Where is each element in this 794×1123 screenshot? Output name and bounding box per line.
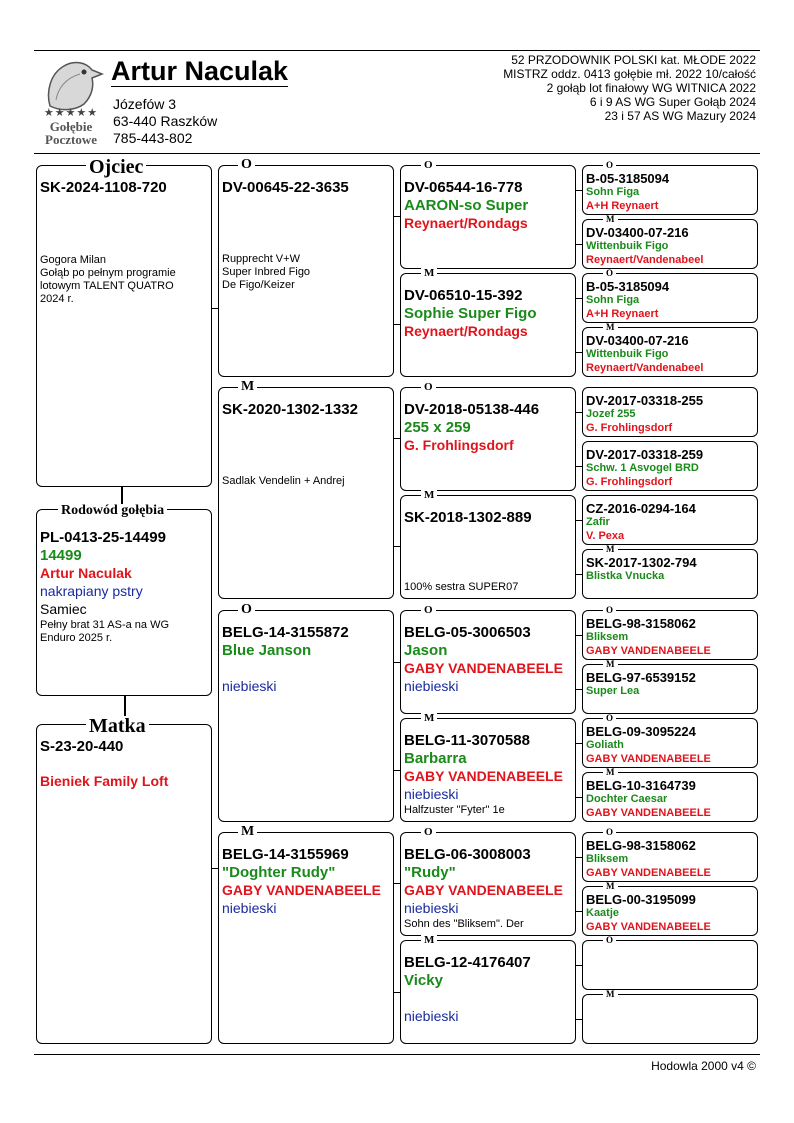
- pedigree-name: Dochter Caesar: [586, 793, 668, 805]
- sire-tag: O: [603, 161, 616, 170]
- subject-card: [36, 509, 212, 696]
- pedigree-breeder: GABY VANDENABEELE: [222, 882, 381, 898]
- pedigree-ring: BELG-09-3095224: [586, 724, 696, 739]
- pedigree-ring: DV-03400-07-216: [586, 225, 689, 240]
- ancestor-card-gen4: [582, 165, 758, 215]
- pedigree-ring: DV-2017-03318-259: [586, 447, 704, 462]
- breeder-name: Artur Naculak: [111, 56, 289, 86]
- sire-tag: O: [603, 714, 616, 723]
- pedigree-ring: BELG-12-4176407: [404, 954, 531, 971]
- pedigree-breeder: GABY VANDENABEELE: [586, 921, 711, 933]
- pedigree-ring: DV-06544-16-778: [404, 179, 523, 196]
- pedigree-breeder: G. Frohlingsdorf: [586, 476, 673, 488]
- pedigree-name: Barbarra: [404, 750, 467, 767]
- logo-text-line2: Pocztowe: [45, 132, 97, 147]
- pedigree-ring: DV-2018-05138-446: [404, 401, 540, 418]
- dam-tag: M: [421, 490, 437, 501]
- pedigree-name: Kaatje: [586, 907, 620, 919]
- father-ring: SK-2024-1108-720: [40, 179, 167, 196]
- pedigree-color: niebieski: [404, 786, 459, 802]
- dam-tag: M: [603, 660, 618, 669]
- achievement-line: 52 PRZODOWNIK POLSKI kat. MŁODE 2022: [511, 53, 756, 67]
- pedigree-breeder: Reynaert/Vandenabeel: [586, 362, 704, 374]
- pedigree-ring: BELG-11-3070588: [404, 732, 530, 749]
- father-note-line: Gołąb po pełnym programie: [40, 267, 176, 279]
- mother-label: Matka: [86, 716, 149, 736]
- ancestor-card-gen3: [400, 387, 576, 491]
- dam-tag: M: [421, 713, 437, 724]
- ancestor-card-gen4: [582, 441, 758, 491]
- ancestor-card-gen3: [400, 832, 576, 936]
- pedigree-color: niebieski: [222, 900, 277, 916]
- sire-tag: O: [603, 269, 616, 278]
- sire-tag: O: [421, 160, 436, 171]
- father-note-line: 2024 r.: [40, 293, 74, 305]
- ancestor-card-gen4: [582, 664, 758, 714]
- achievement-line: MISTRZ oddz. 0413 gołębie mł. 2022 10/całość: [503, 67, 756, 81]
- ancestor-card-gen4: [582, 610, 758, 660]
- pedigree-breeder: Reynaert/Vandenabeel: [586, 254, 704, 266]
- mother-breeder: Bieniek Family Loft: [40, 773, 169, 789]
- subject-label: Rodowód gołębia: [58, 504, 167, 518]
- pedigree-note-line: Rupprecht V+W: [222, 253, 300, 265]
- pedigree-ring: DV-2017-03318-255: [586, 393, 704, 408]
- pedigree-breeder: GABY VANDENABEELE: [404, 660, 563, 676]
- dam-tag: M: [603, 882, 618, 891]
- sire-tag: O: [421, 605, 436, 616]
- header-top-rule: [34, 50, 760, 51]
- father-card: [36, 165, 212, 487]
- header-bottom-rule: [34, 153, 760, 154]
- breeder-address-line1: Józefów 3: [113, 96, 177, 112]
- pedigree-ring: BELG-00-3195099: [586, 892, 696, 907]
- achievement-line: 6 i 9 AS WG Super Gołąb 2024: [589, 95, 756, 109]
- pedigree-breeder: V. Pexa: [586, 530, 625, 542]
- breeder-phone: 785-443-802: [113, 130, 193, 146]
- ancestor-card-gen4: [582, 772, 758, 822]
- pedigree-color: niebieski: [404, 1008, 459, 1024]
- pedigree-name: "Doghter Rudy": [222, 864, 336, 881]
- pedigree-name: Zafir: [586, 516, 610, 528]
- pedigree-breeder: GABY VANDENABEELE: [404, 768, 563, 784]
- pedigree-note: Sohn des "Bliksem". Der: [404, 918, 524, 930]
- dam-tag: M: [238, 380, 257, 394]
- pedigree-name: Super Lea: [586, 685, 640, 697]
- father-label: Ojciec: [86, 157, 146, 177]
- dam-tag: M: [603, 323, 618, 332]
- pedigree-name: Bliksem: [586, 631, 629, 643]
- ancestor-card-gen4: [582, 886, 758, 936]
- father-note-line: Gogora Milan: [40, 254, 107, 266]
- sire-tag: O: [421, 382, 436, 393]
- pedigree-name: 255 x 259: [404, 419, 471, 436]
- logo: [36, 56, 106, 148]
- pedigree-ring: SK-2017-1302-794: [586, 555, 697, 570]
- pedigree-name: Goliath: [586, 739, 624, 751]
- pedigree-ring: DV-03400-07-216: [586, 333, 689, 348]
- pedigree-ring: DV-06510-15-392: [404, 287, 523, 304]
- sire-tag: O: [421, 827, 436, 838]
- ancestor-card-gen4: [582, 273, 758, 323]
- pedigree-ring: BELG-98-3158062: [586, 616, 696, 631]
- footer-credit: Hodowla 2000 v4 ©: [651, 1059, 756, 1073]
- pedigree-ring: BELG-06-3008003: [404, 846, 531, 863]
- ancestor-card-gen4: [582, 718, 758, 768]
- pedigree-breeder: Reynaert/Rondags: [404, 215, 528, 231]
- pedigree-note: 100% sestra SUPER07: [404, 581, 519, 593]
- pedigree-note-line: De Figo/Keizer: [222, 279, 295, 291]
- ancestor-card-gen4: [582, 832, 758, 882]
- pedigree-breeder: GABY VANDENABEELE: [586, 645, 711, 657]
- pedigree-ring: B-05-3185094: [586, 279, 670, 294]
- sire-tag: O: [238, 603, 255, 617]
- pedigree-name: Vicky: [404, 972, 443, 989]
- empty-ancestor-card: [582, 940, 758, 990]
- ancestor-card-gen3: [400, 273, 576, 377]
- ancestor-card-gen3: [400, 495, 576, 599]
- ancestor-card-gen4: [582, 387, 758, 437]
- pedigree-name: AARON-so Super: [404, 197, 529, 214]
- subject-name: 14499: [40, 547, 82, 564]
- granddam-paternal-card: [218, 387, 394, 599]
- pedigree-name: Schw. 1 Asvogel BRD: [586, 462, 699, 474]
- sire-tag: O: [603, 828, 616, 837]
- achievement-line: 23 i 57 AS WG Mazury 2024: [604, 109, 756, 123]
- pedigree-name: Wittenbuik Figo: [586, 348, 669, 360]
- pedigree-ring: BELG-10-3164739: [586, 778, 696, 793]
- empty-ancestor-card: [582, 994, 758, 1044]
- logo-text-line1: Gołębie: [49, 119, 93, 134]
- grandsire-maternal-card: [218, 610, 394, 822]
- pedigree-color: niebieski: [404, 678, 459, 694]
- dam-tag: M: [238, 825, 257, 839]
- pedigree-color: niebieski: [222, 678, 277, 694]
- grandsire-paternal-card: [218, 165, 394, 377]
- pedigree-name: Bliksem: [586, 853, 629, 865]
- pedigree-name: Sohn Figa: [586, 186, 640, 198]
- ancestor-card-gen3: [400, 610, 576, 714]
- pedigree-name: Wittenbuik Figo: [586, 240, 669, 252]
- pedigree-ring: BELG-14-3155969: [222, 846, 349, 863]
- pedigree-breeder: G. Frohlingsdorf: [404, 437, 514, 453]
- pedigree-name: Sophie Super Figo: [404, 305, 537, 322]
- dam-tag: M: [603, 990, 618, 999]
- pedigree-ring: BELG-05-3006503: [404, 624, 531, 641]
- sire-tag: O: [603, 936, 616, 945]
- mother-ring: S-23-20-440: [40, 738, 124, 755]
- ancestor-card-gen3: [400, 165, 576, 269]
- subject-note-line: Enduro 2025 r.: [40, 632, 113, 644]
- ancestor-card-gen3: [400, 718, 576, 822]
- pedigree-ring: BELG-98-3158062: [586, 838, 696, 853]
- sire-tag: O: [238, 158, 255, 172]
- pedigree-breeder: A+H Reynaert: [586, 308, 659, 320]
- ancestor-card-gen4: [582, 549, 758, 599]
- pedigree-breeder: GABY VANDENABEELE: [586, 867, 711, 879]
- pedigree-note: Halfzuster "Fyter" 1e: [404, 804, 505, 816]
- pedigree-breeder: GABY VANDENABEELE: [586, 753, 711, 765]
- granddam-maternal-card: [218, 832, 394, 1044]
- pedigree-ring: DV-00645-22-3635: [222, 179, 349, 196]
- pedigree-breeder: GABY VANDENABEELE: [586, 807, 711, 819]
- dam-tag: M: [421, 935, 437, 946]
- logo-stars: ★★★★★: [43, 107, 99, 119]
- pedigree-name: Jozef 255: [586, 408, 636, 420]
- footer-rule: [34, 1054, 760, 1055]
- subject-breeder: Artur Naculak: [40, 565, 132, 581]
- pedigree-name: Blistka Vnucka: [586, 570, 665, 582]
- pedigree-note-line: Sadlak Vendelin + Andrej: [222, 475, 345, 487]
- pedigree-breeder: G. Frohlingsdorf: [586, 422, 673, 434]
- pedigree-name: "Rudy": [404, 864, 456, 881]
- ancestor-card-gen4: [582, 495, 758, 545]
- pedigree-name: Blue Janson: [222, 642, 312, 659]
- dam-tag: M: [421, 268, 437, 279]
- pedigree-name: Jason: [404, 642, 448, 659]
- father-note-line: lotowym TALENT QUATRO: [40, 280, 174, 292]
- pedigree-ring: BELG-97-6539152: [586, 670, 696, 685]
- pedigree-breeder: Reynaert/Rondags: [404, 323, 528, 339]
- pedigree-color: niebieski: [404, 900, 459, 916]
- breeder-address-line2: 63-440 Raszków: [113, 113, 218, 129]
- ancestor-card-gen4: [582, 219, 758, 269]
- pedigree-ring: SK-2020-1302-1332: [222, 401, 358, 418]
- ancestor-card-gen4: [582, 327, 758, 377]
- dam-tag: M: [603, 215, 618, 224]
- pedigree-name: Sohn Figa: [586, 294, 640, 306]
- pedigree-note-line: Super Inbred Figo: [222, 266, 311, 278]
- mother-card: [36, 724, 212, 1044]
- pedigree-breeder: A+H Reynaert: [586, 200, 659, 212]
- subject-note-line: Pełny brat 31 AS-a na WG: [40, 619, 170, 631]
- ancestor-card-gen3: [400, 940, 576, 1044]
- pedigree-breeder: GABY VANDENABEELE: [404, 882, 563, 898]
- subject-color: nakrapiany pstry: [40, 583, 143, 599]
- sire-tag: O: [603, 606, 616, 615]
- pedigree-ring: B-05-3185094: [586, 171, 670, 186]
- subject-sex: Samiec: [40, 601, 87, 617]
- pedigree-ring: CZ-2016-0294-164: [586, 501, 696, 516]
- pedigree-ring: SK-2018-1302-889: [404, 509, 532, 526]
- pedigree-ring: BELG-14-3155872: [222, 624, 349, 641]
- achievements: [503, 53, 756, 123]
- achievement-line: 2 gołąb lot finałowy WG WITNICA 2022: [546, 81, 756, 95]
- subject-ring: PL-0413-25-14499: [40, 529, 166, 546]
- dam-tag: M: [603, 545, 618, 554]
- dam-tag: M: [603, 768, 618, 777]
